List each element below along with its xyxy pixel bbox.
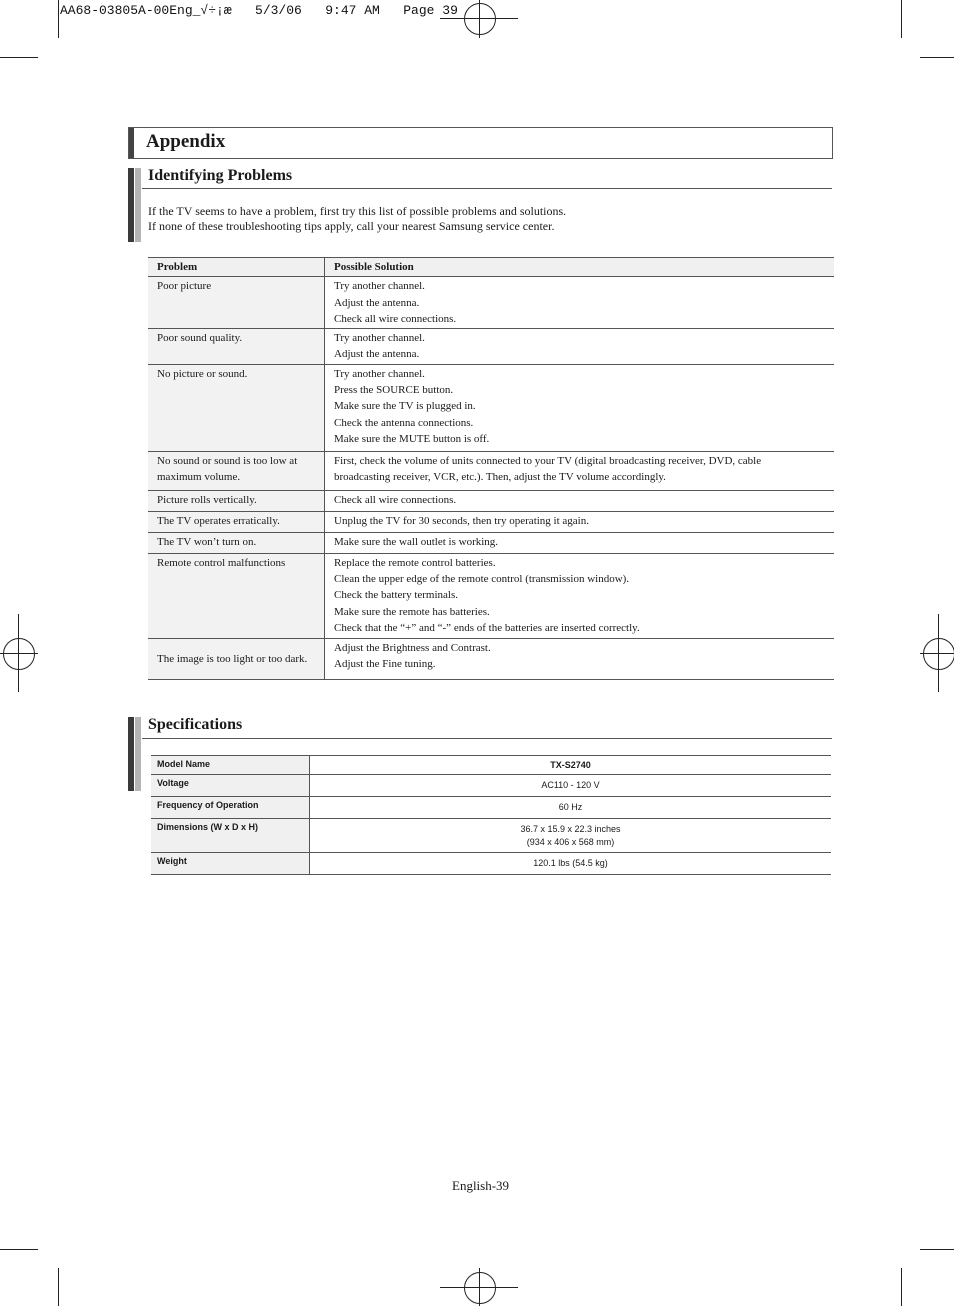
- intro-text: [148, 204, 566, 234]
- solution-cell: [325, 490, 835, 511]
- solution-text: Adjust the Fine tuning.: [334, 658, 436, 671]
- spec-value-line: (934 x 406 x 568 mm): [526, 836, 615, 847]
- solution-text: Make sure the MUTE button is off.: [334, 432, 490, 445]
- problem-text: No picture or sound.: [157, 367, 248, 380]
- problem-text: Remote control malfunctions: [157, 556, 286, 569]
- print-slug: AA68-03805A-00Eng_√÷¡æ 5/3/06 9:47 AM Page 39: [60, 3, 458, 18]
- problem-cell: [148, 511, 325, 532]
- header-accent-bar: [129, 128, 134, 158]
- column-header-problem: Problem: [148, 258, 325, 277]
- table-row: [148, 329, 834, 365]
- spec-row: [151, 853, 831, 875]
- solution-text: Adjust the Brightness and Contrast.: [334, 641, 491, 654]
- solution-text: Make sure the TV is plugged in.: [334, 400, 476, 413]
- solution-text: Try another channel.: [334, 367, 425, 380]
- specifications-table: [151, 755, 831, 875]
- spec-value-line: AC110 - 120 V: [541, 780, 600, 790]
- appendix-header: [128, 127, 833, 159]
- solution-cell: [325, 553, 835, 638]
- table-row: [148, 451, 834, 490]
- intro-line: If the TV seems to have a problem, first try this list of possible problems and solutions.: [148, 204, 567, 218]
- solution-cell: [325, 638, 835, 679]
- column-header-solution: Possible Solution: [325, 258, 835, 277]
- solution-cell: [325, 364, 835, 451]
- spec-label: Dimensions (W x D x H): [151, 819, 310, 853]
- solution-text: Check all wire connections.: [334, 312, 457, 325]
- solution-text: Unplug the TV for 30 seconds, then try operating it again.: [334, 514, 589, 527]
- page-title: Appendix: [146, 131, 226, 152]
- solution-text: Adjust the antenna.: [334, 348, 420, 361]
- solution-cell: [325, 329, 835, 365]
- table-row: [148, 553, 834, 638]
- section-accent-bar: [128, 717, 134, 791]
- section-title: Identifying Problems: [148, 167, 293, 184]
- problem-cell: [148, 553, 325, 638]
- spec-value-line: 36.7 x 15.9 x 22.3 inches: [520, 823, 621, 834]
- problem-cell: [148, 364, 325, 451]
- solution-text: Check all wire connections.: [334, 493, 457, 506]
- solution-cell: [325, 532, 835, 553]
- problem-text: The image is too light or too dark.: [157, 652, 308, 665]
- problem-text: Poor picture: [157, 280, 212, 293]
- solution-text: Make sure the wall outlet is working.: [334, 535, 499, 548]
- solution-cell: [325, 277, 835, 329]
- table-row: [148, 490, 834, 511]
- solution-text: broadcasting receiver, VCR, etc.). Then, adjust the TV volume accordingly.: [334, 471, 666, 484]
- solution-text: First, check the volume of units connected to your TV (digital broadcasting receiver, DVD, cable: [334, 454, 762, 467]
- spec-value-line: 60 Hz: [558, 802, 583, 812]
- spec-label: Model Name: [151, 756, 310, 775]
- spec-value: [310, 853, 832, 875]
- section-accent-bar: [128, 168, 134, 242]
- spec-row: [151, 775, 831, 797]
- spec-row: [151, 819, 831, 853]
- section-rule: [142, 738, 832, 739]
- problem-cell: [148, 638, 325, 679]
- table-row: [148, 364, 834, 451]
- solution-text: Check the battery terminals.: [334, 589, 459, 602]
- problem-text: Poor sound quality.: [157, 332, 243, 345]
- spec-label: Frequency of Operation: [151, 797, 310, 819]
- section-rule: [142, 188, 832, 189]
- page-number: English-39: [452, 1178, 510, 1193]
- table-row: [148, 277, 834, 329]
- troubleshooting-table: [148, 257, 834, 680]
- spec-row: [151, 756, 831, 775]
- spec-value: [310, 797, 832, 819]
- solution-text: Press the SOURCE button.: [334, 384, 454, 397]
- problem-text: No sound or sound is too low at: [157, 454, 298, 467]
- problem-cell: [148, 490, 325, 511]
- spec-value: [310, 819, 832, 853]
- solution-text: Make sure the remote has batteries.: [334, 605, 490, 618]
- solution-text: Replace the remote control batteries.: [334, 556, 496, 569]
- spec-row: [151, 797, 831, 819]
- table-row: [148, 638, 834, 679]
- table-row: [148, 511, 834, 532]
- spec-label: Weight: [151, 853, 310, 875]
- solution-text: Check the antenna connections.: [334, 416, 474, 429]
- solution-cell: [325, 451, 835, 490]
- problem-text: The TV won’t turn on.: [157, 535, 257, 548]
- intro-line: If none of these troubleshooting tips apply, call your nearest Samsung service center.: [148, 219, 555, 233]
- solution-text: Check that the “+” and “-” ends of the batteries are inserted correctly.: [334, 621, 640, 634]
- solution-text: Adjust the antenna.: [334, 296, 420, 309]
- problem-text: maximum volume.: [157, 471, 241, 484]
- section-title: Specifications: [148, 716, 243, 733]
- section-accent-bar: [135, 717, 141, 791]
- spec-value: [310, 756, 832, 775]
- section-accent-bar: [135, 168, 141, 242]
- solution-text: Clean the upper edge of the remote control (transmission window).: [334, 573, 630, 586]
- problem-text: The TV operates erratically.: [157, 514, 280, 527]
- problem-cell: [148, 329, 325, 365]
- problem-cell: [148, 451, 325, 490]
- table-row: [148, 532, 834, 553]
- problem-text: Picture rolls vertically.: [157, 493, 257, 506]
- spec-value-line: 120.1 lbs (54.5 kg): [533, 858, 608, 868]
- spec-value-line: TX-S2740: [550, 759, 591, 770]
- solution-text: Try another channel.: [334, 332, 425, 345]
- spec-value: [310, 775, 832, 797]
- solution-cell: [325, 511, 835, 532]
- spec-label: Voltage: [151, 775, 310, 797]
- solution-text: Try another channel.: [334, 280, 425, 293]
- problem-cell: [148, 277, 325, 329]
- problem-cell: [148, 532, 325, 553]
